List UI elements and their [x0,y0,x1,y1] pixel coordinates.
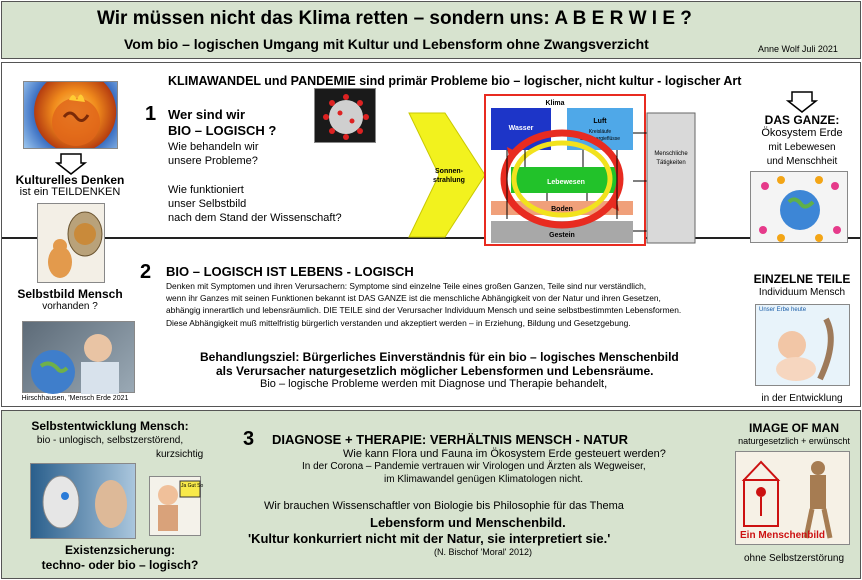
climate-label: Klima [545,100,565,107]
human-activities-box [647,113,695,243]
treatment-goal-2: als Verursacher naturgesetzlich möglicher Lebensformen und Lebensräume. [216,364,654,378]
living-beings-label: Lebewesen [547,179,585,186]
coronavirus-image [314,88,376,143]
without-self-destruction: ohne Selbstzerstörung [743,553,845,564]
page-title: Wir müssen nicht das Klima retten – sondern uns: A B E R W I E ? [97,8,692,29]
photo-caption: Hirschhausen, 'Mensch Erde 2021 [21,395,129,402]
whole-line-2: mit Lebewesen [768,142,836,153]
section3-headline: DIAGNOSE + THERAPIE: VERHÄLTNIS MENSCH - NATUR [272,432,628,447]
image-of-man-subtitle: naturgesetzlich + erwünscht [738,436,850,446]
whole-line-1: Ökosystem Erde [761,127,843,139]
question-line-5: nach dem Stand der Wissenschaft? [168,212,342,224]
air-label: Luft [593,118,607,125]
human-activities-label-2: Tätigkeiten [656,160,686,166]
in-development-label: in der Entwicklung [761,393,843,404]
heritage-label: Unser Erbe heute [759,307,807,313]
treatment-goal-1: Behandlungsziel: Bürgerliches Einverständnis für ein bio – logisches Menschenbild [200,350,679,364]
human-activities-label-1: Menschliche [654,151,688,157]
virus-icon [315,89,377,144]
sun-label-1: Sonnen- [435,168,463,175]
robot-human-image [30,463,136,539]
baby-icon [756,305,851,387]
self-development-line-2: kurzsichtig [156,449,204,460]
section2-headline: BIO – LOGISCH IST LEBENS - LOGISCH [166,264,414,279]
energy-flows-label: und Energieflüsse [579,136,621,142]
globe-people-icon [751,172,849,244]
section2-paragraph-3: abhängig innerartlich und lebensräumlich. DIE TEILE sind der Verursacher Individuum Mensch und seine selbstbestimmten Lebensformen. [166,305,682,315]
cultural-thinking-label: Kulturelles Denken [15,173,125,187]
self-development-title: Selbstentwicklung Mensch: [31,419,189,433]
bottom-panel [1,410,861,579]
globe-with-people-image [750,171,848,243]
section1-number: 1 [145,103,157,125]
partial-thinking-label: ist ein TEILDENKEN [19,186,121,198]
page-subtitle: Vom bio – logischen Umgang mit Kultur und Lebensform ohne Zwangsverzicht [124,36,649,52]
baby-image [755,304,850,386]
hirschhausen-photo [22,321,135,393]
speech-bubble-text: Ja Gut So [181,483,204,489]
soil-label: Boden [551,206,573,213]
section2-paragraph-2: wenn ihr Ganzes mit seinen Funktionen bekannt ist DAS GANZE ist die menschliche Abhängigkeit von der Natur und ihren Gesetzen, [166,293,661,303]
sun-radiation-arrow [409,113,485,237]
whole-title: DAS GANZE: [764,113,840,127]
cycles-label: Kreisläufe [588,129,612,135]
self-image-question: vorhanden ? [42,301,98,312]
image-of-man-label: Ein Menschenbild [740,530,826,541]
section3-line-4: Wir brauchen Wissenschaftler von Biologie bis Philosophie für das Thema [264,500,624,512]
section3-quote: 'Kultur konkurriert nicht mit der Natur, sie interpretiert sie.' [248,531,611,546]
section3-line-3: im Klimawandel genügen Klimatologen nicht. [384,474,584,485]
down-arrow-icon [56,153,86,175]
vitruvian-man-image [735,451,850,545]
self-image-label: Selbstbild Mensch [17,287,123,301]
question-line-4: unser Selbstbild [168,198,247,210]
section1-headline: KLIMAWANDEL und PANDEMIE sind primär Probleme bio – logischer, nicht kultur - logischer Art [168,74,742,88]
single-parts-title: EINZELNE TEILE [753,272,851,286]
existence-question: techno- oder bio – logisch? [41,558,199,572]
section3-line-1: Wie kann Flora und Fauna im Ökosystem Erde gesteuert werden? [343,448,666,460]
water-label: Wasser [508,125,534,132]
burning-earth-image [23,81,118,149]
lion-reflection-icon [38,204,106,284]
main-panel [1,62,861,407]
question-bio-logical: BIO – LOGISCH ? [168,123,277,138]
section3-number: 3 [243,428,255,450]
image-of-man-title: IMAGE OF MAN [749,421,839,435]
section3-line-5: Lebensform und Menschenbild. [370,515,566,530]
ecosystem-diagram [407,93,697,265]
section2-number: 2 [140,261,152,283]
section2-paragraph-1: Denken mit Symptomen und ihren Verursachern: Symptome sind einzelne Teile eines großen Ganzen, Teile sind nur verständlich, [166,281,647,291]
cat-lion-mirror-image [37,203,105,283]
earth-flames-icon [24,82,119,150]
section2-paragraph-4: Diese Abhängigkeit muß mittelfristig bürgerlich verstanden und akzeptiert werden – in Erziehung, Bildung und Gesetzgebung. [166,318,631,328]
robot-face-icon [31,464,137,540]
question-line-2: unsere Probleme? [168,155,258,167]
question-who-are-we: Wer sind wir [168,107,246,122]
treatment-goal-3: Bio – logische Probleme werden mit Diagnose und Therapie behandelt, [260,378,608,390]
question-line-3: Wie funktioniert [168,184,244,196]
whole-line-3: und Menschheit [766,156,838,167]
author-credit: Anne Wolf Juli 2021 [758,44,838,54]
header-panel [1,1,861,59]
question-line-1: Wie behandeln wir [168,141,259,153]
sun-label-2: strahlung [433,177,465,184]
section3-line-2: In der Corona – Pandemie vertrauen wir Virologen und Ärzten als Wegweiser, [302,461,646,472]
self-development-line-1: bio - unlogisch, selbstzerstörend, [36,435,184,446]
single-parts-line: Individuum Mensch [758,287,846,298]
rock-label: Gestein [549,232,575,239]
down-arrow-icon-right [787,91,817,113]
existence-title: Existenzsicherung: [64,543,176,557]
section3-citation: (N. Bischof 'Moral' 2012) [434,547,532,557]
cartoon-figure-image [149,476,204,536]
man-with-globe-icon [23,322,136,394]
